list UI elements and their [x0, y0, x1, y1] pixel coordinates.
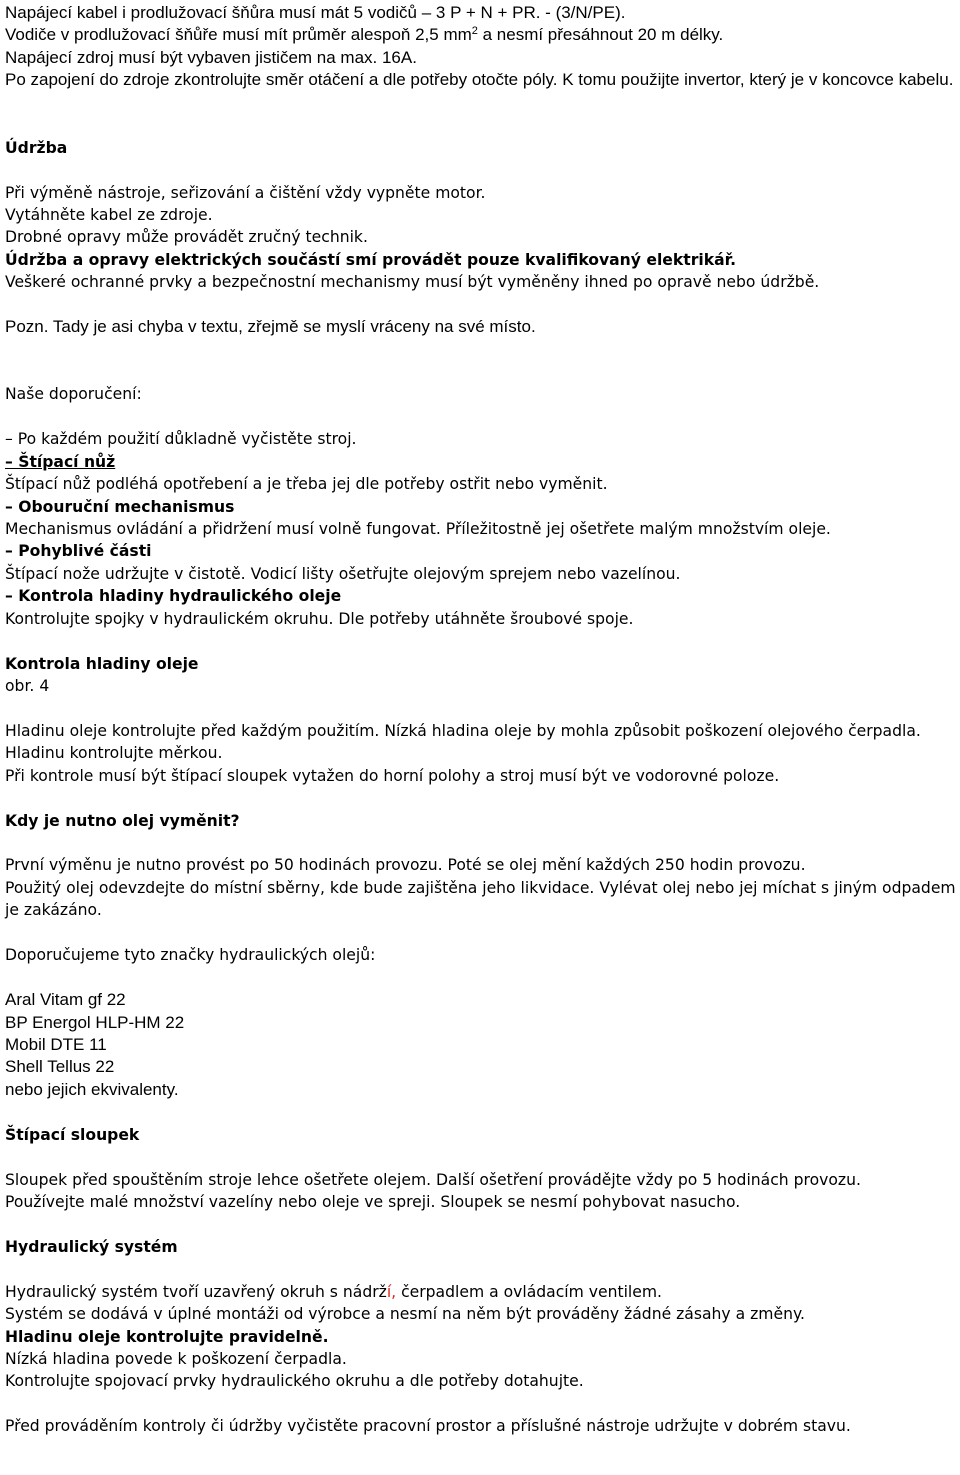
oil-brand: Shell Tellus 22 — [5, 1057, 115, 1077]
recommendation-first: – Po každém použití důkladně vyčistěte stroj. — [5, 430, 357, 449]
recommendations-heading: Naše doporučení: — [5, 385, 142, 404]
hydraulic-line: Nízká hladina povede k poškození čerpadla. — [5, 1349, 347, 1368]
oil-change-heading: Kdy je nutno olej vyměnit? — [5, 811, 240, 830]
power-line-3: Napájecí zdroj musí být vybaven jističem na max. 16A. — [5, 47, 417, 67]
maintenance-heading: Údržba — [5, 138, 68, 157]
oil-brand: Aral Vitam gf 22 — [5, 990, 126, 1010]
column-section — [5, 1124, 960, 1438]
column-line: Používejte malé množství vazelíny nebo oleje ve spreji. Sloupek se nesmí pohybovat nasucho. — [5, 1192, 741, 1211]
oil-change-line: Použitý olej odevzdejte do místní sběrny, kde bude zajištěna jeho likvidace. Vylévat olej nebo jej míchat s jiným odpadem je zakázáno. — [5, 878, 956, 920]
oil-level-paragraph: Při kontrole musí být štípací sloupek vytažen do horní polohy a stroj musí být ve vodorovné poloze. — [5, 766, 780, 785]
hydraulic-heading: Hydraulický systém — [5, 1237, 178, 1256]
recommendation-title: – Štípací nůž — [5, 452, 116, 471]
hydraulic-line: Hydraulický systém tvoří uzavřený okruh s nádrží, čerpadlem a ovládacím ventilem. — [5, 1282, 662, 1301]
maintenance-bold-item: Údržba a opravy elektrických součástí smí provádět pouze kvalifikovaný elektrikář. — [5, 250, 737, 269]
oil-brands-list — [5, 989, 960, 1101]
note-text: Pozn. Tady je asi chyba v textu, zřejmě se myslí vráceny na své místo. — [5, 317, 536, 337]
maintenance-item: Při výměně nástroje, seřizování a čištění vždy vypněte motor. — [5, 183, 486, 202]
final-note: Před prováděním kontroly či údržby vyčistěte pracovní prostor a příslušné nástroje udržujte v dobrém stavu. — [5, 1417, 851, 1436]
recommendation-text: Kontrolujte spojky v hydraulickém okruhu. Dle potřeby utáhněte šroubové spoje. — [5, 609, 634, 628]
recommendation-title: – Obouruční mechanismus — [5, 497, 235, 516]
oil-change-line: První výměnu je nutno provést po 50 hodinách provozu. Poté se olej mění každých 250 hodin provozu. — [5, 856, 806, 875]
hydraulic-line: Systém se dodává v úplné montáži od výrobce a nesmí na něm být prováděny žádné zásahy a změny. — [5, 1305, 805, 1324]
maintenance-section — [5, 137, 960, 316]
column-heading: Štípací sloupek — [5, 1125, 140, 1144]
oil-brand: Mobil DTE 11 — [5, 1034, 107, 1054]
figure-reference: obr. 4 — [5, 676, 50, 695]
maintenance-item: Vytáhněte kabel ze zdroje. — [5, 205, 213, 224]
recommendation-title: – Kontrola hladiny hydraulického oleje — [5, 587, 342, 606]
power-line-1: Napájecí kabel i prodlužovací šňůra musí mát 5 vodičů – 3 P + N + PR. - (3/N/PE). — [5, 3, 626, 22]
recommendation-text: Mechanismus ovládání a přidržení musí volně fungovat. Příležitostně jej ošetřete malým množstvím oleje. — [5, 520, 831, 538]
column-line: Sloupek před spouštěním stroje lehce ošetřete olejem. Další ošetření provádějte vždy po 5 hodinách provozu. — [5, 1170, 861, 1189]
hydraulic-line: Kontrolujte spojovací prvky hydraulického okruhu a dle potřeby dotahujte. — [5, 1372, 584, 1391]
recommendation-title: – Pohyblivé části — [5, 542, 152, 561]
power-section — [5, 0, 960, 92]
power-line-4: Po zapojení do zdroje zkontrolujte směr otáčení a dle potřeby otočte póly. K tomu použijte invertor, který je v koncovce kabelu. — [5, 70, 954, 90]
oil-brand: BP Energol HLP-HM 22 — [5, 1012, 185, 1032]
recommendation-text: Štípací nože udržujte v čistotě. Vodicí lišty ošetřujte olejovým sprejem nebo vazelínou. — [5, 564, 681, 583]
oil-level-heading: Kontrola hladiny oleje — [5, 654, 199, 673]
oil-brand: nebo jejich ekvivalenty. — [5, 1079, 179, 1099]
superscript: 2 — [471, 25, 478, 38]
power-line-2: Vodiče v prodlužovací šňůře musí mít průměr alespoň 2,5 $mm^2$ a nesmí přesáhnout 20 m délky. — [5, 25, 724, 45]
recommendations-section — [5, 383, 960, 989]
maintenance-last-item: Veškeré ochranné prvky a bezpečnostní mechanismy musí být vyměněny ihned po opravě nebo údržbě. — [5, 273, 820, 292]
hydraulic-bold-line: Hladinu oleje kontrolujte pravidelně. — [5, 1327, 329, 1346]
recommendation-text: Štípací nůž podléhá opotřebení a je třeba jej dle potřeby ostřit nebo vyměnit. — [5, 475, 608, 494]
oil-brands-intro: Doporučujeme tyto značky hydraulických olejů: — [5, 946, 376, 965]
oil-level-paragraph: Hladinu oleje kontrolujte před každým použitím. Nízká hladina oleje by mohla způsobit poškození olejového čerpadla. Hladinu kontrolujte měrkou. — [5, 721, 921, 763]
note-section — [5, 316, 960, 338]
maintenance-item: Drobné opravy může provádět zručný technik. — [5, 228, 368, 247]
